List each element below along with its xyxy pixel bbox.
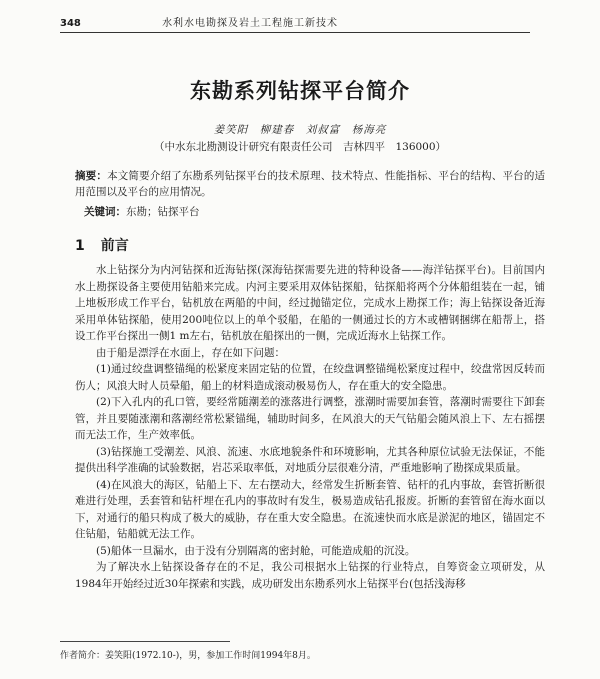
affiliation: （中水东北勘测设计研究有限责任公司 吉林四平 136000） xyxy=(153,141,447,153)
paragraph: (4)在风浪大的海区，钻船上下、左右摆动大，经常发生折断套管、钻杆的孔内事故，套管折断很难进行处理，丢套管和钻杆埋在孔内的事故时有发生，极易造成钻孔报废。折断的套管留在海水面以下，对通行的船只构成了极大的威胁，存在重大安全隐患。在流速快而水底是淤泥的地区，锚固定不住钻船，钻船就无法工作。 xyxy=(75,478,545,540)
keywords xyxy=(84,204,200,219)
journal-title: 水利水电勘探及岩土工程施工新技术 xyxy=(162,18,339,29)
authors: 姜笑阳 柳建春 刘叔富 杨海亮 xyxy=(213,124,387,136)
page-header xyxy=(60,14,530,33)
article-title: 东勘系列钻探平台简介 xyxy=(190,79,410,103)
abstract xyxy=(75,168,545,200)
abstract-text: 本文简要介绍了东勘系列钻探平台的技术原理、技术特点、性能指标、平台的结构、平台的适用范围以及平台的应用情况。 xyxy=(75,170,546,198)
section-heading xyxy=(75,235,129,255)
section-number: 1 xyxy=(75,238,85,254)
page-number: 348 xyxy=(60,18,81,29)
keywords-text: 东勘；钻探平台 xyxy=(126,206,200,218)
paragraph: 水上钻探分为内河钻探和近海钻探(深海钻探需要先进的特种设备——海洋钻探平台)。目前国内水上勘探设备主要使用钻船来完成。内河主要采用双体钻探船，钻探船将两个分体船组装在一起，铺上地板形成工作平台，钻机放在两船的中间，经过抛锚定位，完成水上勘探工作；海上钻探设备近海采用单体钻探船，使用200吨位以上的单个驳船，在船的一侧通过长的方木或槽钢捆绑在船帮上，搭设工作平台探出一侧1 m左右，钻机放在船探出的一侧，完成近海水上钻探工作。 xyxy=(75,264,545,342)
paragraph: (5)船体一旦漏水，由于没有分别隔离的密封舱，可能造成船的沉没。 xyxy=(96,544,416,557)
footnote-divider xyxy=(60,641,230,642)
body-text xyxy=(75,262,545,592)
abstract-label: 摘要： xyxy=(75,170,108,182)
footnote: 作者简介：姜笑阳(1972.10-)，男，参加工作时间1994年8月。 xyxy=(60,651,316,661)
paragraph: (2)下入孔内的孔口管，要经常随潮差的涨落进行调整，涨潮时需要加套管，落潮时需要往下卸套管，并且要随涨潮和落潮经常松紧锚绳，辅助时间多，在风浪大的天气钻船会随风浪上下、左右摇摆而无法工作，生产效率低。 xyxy=(75,396,545,441)
keywords-label: 关键词： xyxy=(84,206,126,218)
paragraph: 由于船是漂浮在水面上，存在如下问题： xyxy=(96,346,285,359)
paragraph: (3)钻探施工受潮差、风浪、流速、水底地貌条件和环境影响，尤其各种原位试验无法保证，不能提供出科学准确的试验数据，岩芯采取率低，对地质分层很难分清，严重地影响了勘探成果质量。 xyxy=(75,445,545,474)
paragraph: 为了解决水上钻探设备存在的不足，我公司根据水上钻探的行业特点，自筹资金立项研发，从1984年开始经过近30年探索和实践，成功研发出东勘系列水上钻探平台(包括浅海移 xyxy=(75,561,545,590)
paragraph: (1)通过绞盘调整锚绳的松紧度来固定钻的位置，在绞盘调整锚绳松紧度过程中，绞盘常因反转而伤人；风浪大时人员晕船，船上的材料造成滚动极易伤人，存在重大的安全隐患。 xyxy=(75,363,545,392)
section-title: 前言 xyxy=(100,238,129,254)
